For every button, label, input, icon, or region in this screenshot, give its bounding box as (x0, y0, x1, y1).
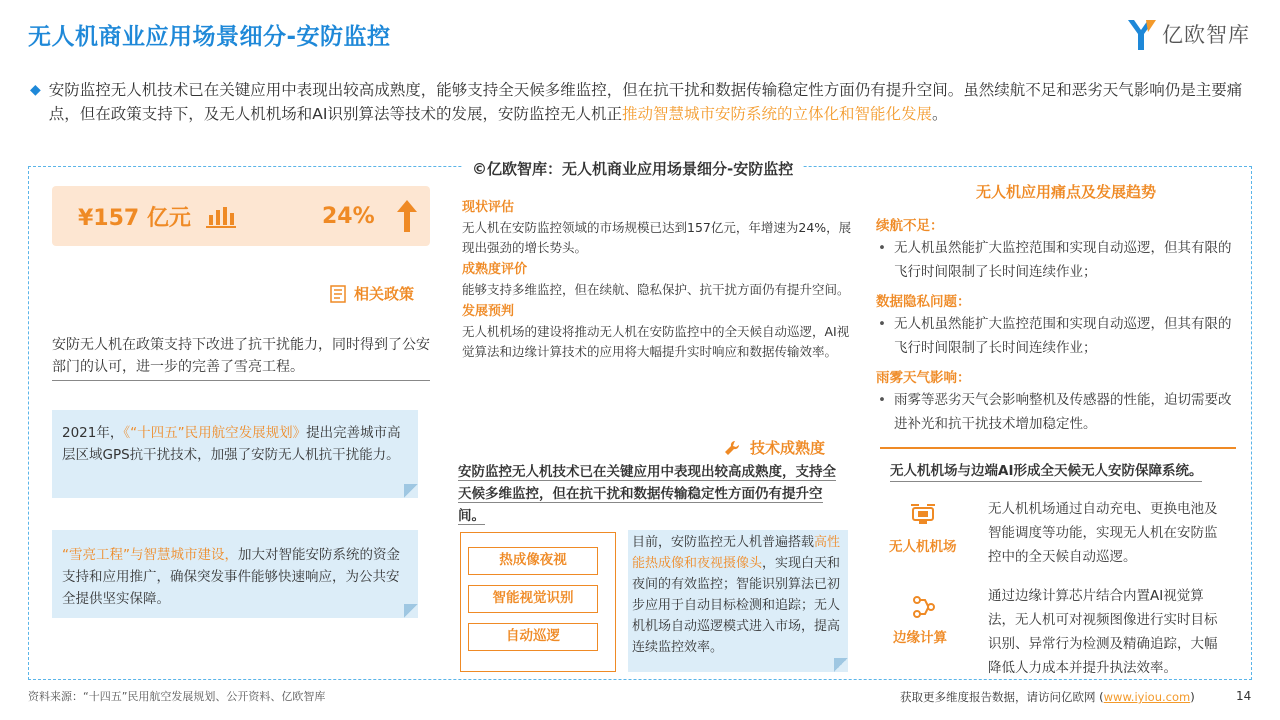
up-arrow-icon (397, 200, 417, 232)
note3-highlight: 高性能热成像和夜视摄像头 (632, 535, 841, 571)
edge-computing-label: 边缘计算 (893, 630, 947, 646)
maturity-text: 能够支持多维监控，但在续航、隐私保护、抗干扰方面仍有提升空间。 (462, 282, 850, 297)
feature-vision: 智能视觉识别 (468, 585, 598, 613)
diamond-bullet-icon: ◆ (30, 82, 41, 98)
more-prefix: 获取更多维度报告数据，请访问亿欧网 ( (900, 690, 1104, 704)
endurance-heading: 续航不足： (876, 218, 944, 234)
intro-text: 安防监控无人机技术已在关键应用中表现出较高成熟度，能够支持全天候多维监控，但在抗干扰和数据传输稳定性方面仍有提升空间。虽然续航不足和恶劣天气影响仍是主要痛点，但在政策支持下，及无人机机场和AI识别算法等技术的发展，安防监控无人机正 (48, 81, 1243, 123)
policy-heading (330, 283, 414, 304)
tech-summary-text: 安防监控无人机技术已在关键应用中表现出较高成熟度，支持全天候多维监控，但在抗干扰和数据传输稳定性方面仍有提升空间。 (458, 464, 836, 524)
policy-note-1 (52, 410, 418, 498)
more-info (900, 689, 1195, 705)
drone-station-label: 无人机机场 (889, 539, 957, 555)
more-suffix: ) (1190, 690, 1195, 704)
tech-heading-label: 技术成熟度 (750, 439, 826, 457)
forecast-text: 无人机机场的建设将推动无人机在安防监控中的全天候自动巡逻，AI视觉算法和边缘计算技术的应用将大幅提升实时响应和数据传输效率。 (462, 324, 850, 359)
feature-patrol: 自动巡逻 (468, 623, 598, 651)
note3-suffix: ，实现白天和夜间的有效监控；智能识别算法已初步应用于自动目标检测和追踪；无人机机场自动巡逻模式进入市场，提高连续监控效率。 (632, 556, 841, 655)
feature-thermal: 热成像夜视 (468, 547, 598, 575)
note3-prefix: 目前，安防监控无人机普遍搭载 (632, 535, 815, 550)
source-note: 资料来源：“十四五”民用航空发展规划、公开资料、亿欧智库 (28, 690, 326, 703)
market-size: ¥157 亿元 (78, 205, 191, 231)
intro-highlight: 推动智慧城市安防系统的立体化和智能化发展 (621, 105, 932, 123)
status-text: 无人机在安防监控领域的市场规模已达到157亿元，年增速为24%，展现出强劲的增长势头。 (462, 220, 852, 255)
wrench-icon (724, 440, 740, 456)
note1-suffix: 提出完善城市高层区域GPS抗干扰技术，加强了安防无人机抗干扰能力。 (62, 425, 401, 463)
website-link[interactable]: www.iyiou.com (1103, 690, 1191, 704)
maturity-heading: 成熟度评价 (462, 262, 528, 277)
logo (1126, 16, 1250, 52)
forecast-heading: 发展预判 (462, 304, 515, 319)
page-fold-icon (404, 484, 418, 498)
policy-heading-label: 相关政策 (354, 285, 415, 303)
note1-highlight: 《“十四五”民用航空发展规划》 (123, 425, 307, 441)
policy-note-2 (52, 530, 418, 618)
panel-title: ©亿欧智库：无人机商业应用场景细分-安防监控 (462, 158, 803, 179)
edge-computing-icon (911, 594, 937, 620)
page-fold-icon (834, 658, 848, 672)
intro-end: 。 (931, 105, 948, 123)
tech-summary (458, 461, 836, 527)
status-heading: 现状评估 (462, 200, 515, 215)
note2-suffix: 加大对智能安防系统的资金支持和应用推广，确保突发事件能够快速响应，为公共安全提供坚实保障。 (62, 547, 400, 607)
page-fold-icon (404, 604, 418, 618)
trend-summary: 无人机机场与边端AI形成全天候无人安防保障系统。 (890, 459, 1202, 482)
assessment-section (462, 196, 854, 364)
bar-chart-icon (206, 205, 236, 229)
policy-summary: 安防无人机在政策支持下改进了抗干扰能力，同时得到了公安部门的认可，进一步的完善了雪亮工程。 (52, 334, 430, 381)
note1-prefix: 2021年， (62, 425, 124, 441)
weather-heading: 雨雾天气影响： (876, 370, 971, 386)
logo-icon (1126, 16, 1158, 52)
growth-rate: 24% (322, 203, 375, 229)
intro-paragraph (30, 78, 1258, 126)
edge-computing-desc: 通过边缘计算芯片结合内置AI视觉算法，无人机可对视频图像进行实时目标识别、异常行为检测及精确追踪，大幅降低人力成本并提升执法效率。 (988, 588, 1218, 676)
weather-bullet: • 雨雾等恶劣天气会影响整机及传感器的性能，迫切需要改进补光和抗干扰技术增加稳定性。 (876, 388, 1236, 436)
drone-station-desc: 无人机机场通过自动充电、更换电池及智能调度等功能，实现无人机在安防监控中的全天候自动巡逻。 (988, 501, 1218, 565)
privacy-heading: 数据隐私问题： (876, 294, 971, 310)
market-stat-box (52, 186, 430, 246)
page-title: 无人机商业应用场景细分-安防监控 (28, 24, 391, 50)
endurance-bullet: • 无人机虽然能扩大监控范围和实现自动巡逻，但其有限的飞行时间限制了长时间连续作业； (876, 236, 1236, 284)
page-number: 14 (1236, 689, 1252, 703)
privacy-bullet: • 无人机虽然能扩大监控范围和实现自动巡逻，但其有限的飞行时间限制了长时间连续作业； (876, 312, 1236, 360)
tech-note (628, 530, 848, 672)
pain-points-heading: 无人机应用痛点及发展趋势 (976, 183, 1157, 201)
drone-station-icon (910, 500, 936, 526)
note2-highlight: “雪亮工程”与智慧城市建设， (62, 547, 238, 563)
logo-text: 亿欧智库 (1162, 23, 1250, 47)
document-icon (330, 285, 346, 303)
divider (880, 447, 1236, 449)
tech-heading (724, 437, 825, 458)
